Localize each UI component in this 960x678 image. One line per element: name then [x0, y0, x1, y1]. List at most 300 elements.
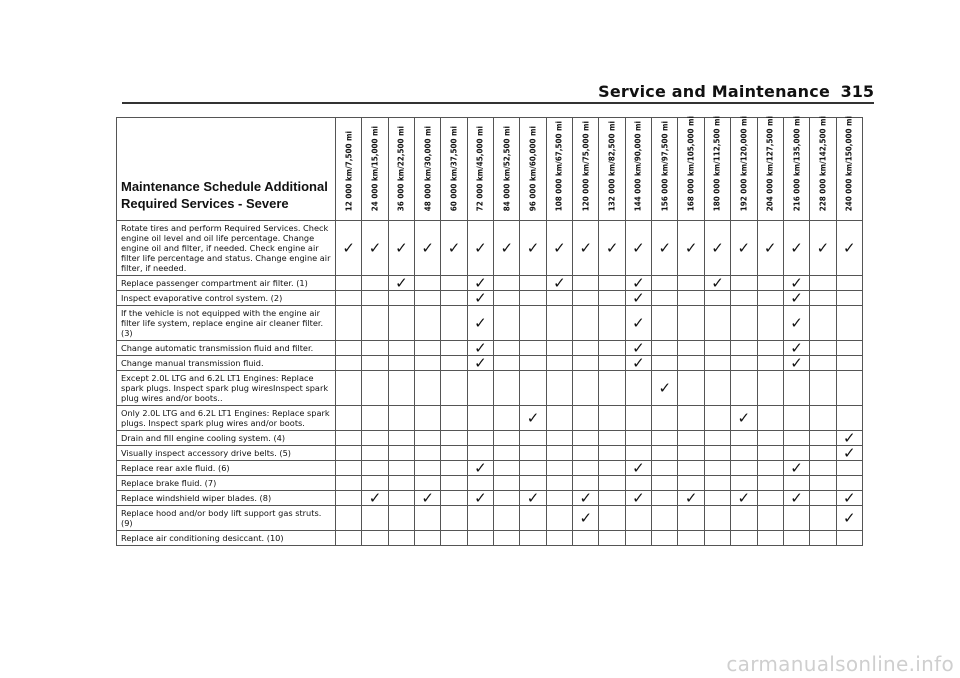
check-mark-cell: ✓ [467, 461, 493, 476]
empty-cell [599, 491, 625, 506]
empty-cell [336, 276, 362, 291]
empty-cell [678, 506, 704, 531]
empty-cell [546, 491, 572, 506]
empty-cell [494, 406, 520, 431]
empty-cell [836, 406, 862, 431]
empty-cell [546, 371, 572, 406]
table-row [117, 406, 863, 431]
empty-cell [336, 291, 362, 306]
check-mark-cell: ✓ [625, 221, 651, 276]
empty-cell [810, 356, 836, 371]
empty-cell [573, 371, 599, 406]
empty-cell [362, 276, 388, 291]
mileage-label: 228 000 km/142,500 mi [818, 115, 828, 211]
empty-cell [652, 491, 678, 506]
empty-cell [731, 531, 757, 546]
empty-cell [704, 341, 730, 356]
empty-cell [704, 406, 730, 431]
empty-cell [652, 291, 678, 306]
empty-cell [494, 531, 520, 546]
mileage-column-header [494, 118, 520, 221]
empty-cell [441, 356, 467, 371]
empty-cell [836, 371, 862, 406]
mileage-column-header [731, 115, 757, 221]
empty-cell [415, 531, 441, 546]
empty-cell [362, 431, 388, 446]
check-mark-cell: ✓ [573, 221, 599, 276]
service-description: Drain and fill engine cooling system. (4) [117, 431, 336, 446]
empty-cell [757, 431, 783, 446]
check-mark-cell: ✓ [625, 461, 651, 476]
table-row [117, 531, 863, 546]
empty-cell [336, 506, 362, 531]
check-mark-cell: ✓ [757, 221, 783, 276]
empty-cell [810, 406, 836, 431]
check-mark-cell: ✓ [362, 221, 388, 276]
check-mark-cell: ✓ [652, 371, 678, 406]
empty-cell [810, 341, 836, 356]
mileage-label: 108 000 km/67,500 mi [554, 120, 564, 211]
empty-cell [336, 461, 362, 476]
empty-cell [678, 306, 704, 341]
empty-cell [494, 291, 520, 306]
mileage-column-header [388, 118, 414, 221]
table-row [117, 506, 863, 531]
table-title-line2: Required Services - Severe [121, 196, 289, 211]
empty-cell [704, 306, 730, 341]
empty-cell [678, 291, 704, 306]
empty-cell [441, 406, 467, 431]
check-mark-cell: ✓ [415, 491, 441, 506]
service-description: Replace brake fluid. (7) [117, 476, 336, 491]
mileage-label: 180 000 km/112,500 mi [712, 115, 722, 211]
empty-cell [704, 356, 730, 371]
empty-cell [336, 406, 362, 431]
empty-cell [757, 531, 783, 546]
service-description: Rotate tires and perform Required Services. Check engine oil level and oil life percentage. Change engine oil and filter, if needed. Check engine air filter life percentage and status. Change engine air filter, if needed. [117, 221, 336, 276]
empty-cell [336, 356, 362, 371]
mileage-column-header [467, 118, 493, 221]
empty-cell [362, 356, 388, 371]
empty-cell [467, 371, 493, 406]
empty-cell [652, 341, 678, 356]
empty-cell [678, 531, 704, 546]
empty-cell [415, 446, 441, 461]
empty-cell [599, 446, 625, 461]
check-mark-cell: ✓ [467, 491, 493, 506]
check-mark-cell: ✓ [836, 431, 862, 446]
service-description: Replace rear axle fluid. (6) [117, 461, 336, 476]
check-mark-cell: ✓ [573, 491, 599, 506]
mileage-column-header [836, 115, 862, 221]
empty-cell [599, 531, 625, 546]
empty-cell [573, 306, 599, 341]
empty-cell [757, 291, 783, 306]
service-description: Inspect evaporative control system. (2) [117, 291, 336, 306]
empty-cell [810, 276, 836, 291]
empty-cell [441, 371, 467, 406]
empty-cell [810, 371, 836, 406]
empty-cell [599, 431, 625, 446]
empty-cell [546, 531, 572, 546]
check-mark-cell: ✓ [599, 221, 625, 276]
mileage-column-header [678, 115, 704, 221]
empty-cell [494, 371, 520, 406]
check-mark-cell: ✓ [467, 341, 493, 356]
empty-cell [757, 476, 783, 491]
check-mark-cell: ✓ [520, 406, 546, 431]
empty-cell [573, 291, 599, 306]
empty-cell [704, 476, 730, 491]
check-mark-cell: ✓ [783, 221, 809, 276]
empty-cell [494, 341, 520, 356]
mileage-label: 216 000 km/135,000 mi [792, 115, 802, 211]
empty-cell [678, 431, 704, 446]
empty-cell [441, 531, 467, 546]
empty-cell [704, 531, 730, 546]
empty-cell [336, 371, 362, 406]
empty-cell [494, 476, 520, 491]
empty-cell [731, 356, 757, 371]
empty-cell [652, 276, 678, 291]
empty-cell [520, 371, 546, 406]
empty-cell [441, 341, 467, 356]
empty-cell [810, 531, 836, 546]
service-description: If the vehicle is not equipped with the engine air filter life system, replace engine air cleaner filter. (3) [117, 306, 336, 341]
empty-cell [441, 491, 467, 506]
mileage-label: 168 000 km/105,000 mi [686, 115, 696, 211]
mileage-label: 240 000 km/150,000 mi [844, 115, 854, 211]
empty-cell [388, 431, 414, 446]
section-title: Service and Maintenance [598, 82, 830, 101]
mileage-label: 24 000 km/15,000 mi [370, 125, 380, 211]
check-mark-cell: ✓ [573, 506, 599, 531]
check-mark-cell: ✓ [783, 291, 809, 306]
empty-cell [415, 406, 441, 431]
mileage-label: 120 000 km/75,000 mi [581, 120, 591, 211]
empty-cell [494, 431, 520, 446]
mileage-column-header [625, 118, 651, 221]
check-mark-cell: ✓ [731, 491, 757, 506]
empty-cell [652, 446, 678, 461]
empty-cell [467, 431, 493, 446]
empty-cell [573, 431, 599, 446]
table-row [117, 431, 863, 446]
mileage-column-header [336, 118, 362, 221]
maintenance-schedule-table [116, 117, 863, 546]
check-mark-cell: ✓ [783, 341, 809, 356]
empty-cell [388, 306, 414, 341]
check-mark-cell: ✓ [336, 221, 362, 276]
empty-cell [546, 356, 572, 371]
check-mark-cell: ✓ [467, 276, 493, 291]
check-mark-cell: ✓ [625, 341, 651, 356]
empty-cell [757, 341, 783, 356]
empty-cell [599, 461, 625, 476]
empty-cell [336, 431, 362, 446]
check-mark-cell: ✓ [836, 446, 862, 461]
mileage-label: 132 000 km/82,500 mi [607, 120, 617, 211]
empty-cell [678, 446, 704, 461]
empty-cell [520, 506, 546, 531]
empty-cell [599, 476, 625, 491]
empty-cell [757, 276, 783, 291]
empty-cell [520, 446, 546, 461]
empty-cell [362, 371, 388, 406]
empty-cell [336, 491, 362, 506]
check-mark-cell: ✓ [388, 276, 414, 291]
empty-cell [336, 531, 362, 546]
empty-cell [757, 491, 783, 506]
empty-cell [388, 446, 414, 461]
empty-cell [652, 531, 678, 546]
empty-cell [520, 306, 546, 341]
empty-cell [573, 356, 599, 371]
empty-cell [783, 406, 809, 431]
service-description: Only 2.0L LTG and 6.2L LT1 Engines: Replace spark plugs. Inspect spark plug wires and/or boots. [117, 406, 336, 431]
empty-cell [757, 306, 783, 341]
empty-cell [678, 356, 704, 371]
check-mark-cell: ✓ [704, 276, 730, 291]
empty-cell [546, 406, 572, 431]
empty-cell [783, 431, 809, 446]
empty-cell [467, 406, 493, 431]
empty-cell [599, 306, 625, 341]
empty-cell [625, 531, 651, 546]
empty-cell [520, 291, 546, 306]
empty-cell [783, 371, 809, 406]
check-mark-cell: ✓ [625, 356, 651, 371]
mileage-label: 84 000 km/52,500 mi [502, 125, 512, 211]
empty-cell [546, 476, 572, 491]
empty-cell [388, 476, 414, 491]
page-header [0, 82, 874, 104]
empty-cell [757, 356, 783, 371]
empty-cell [599, 371, 625, 406]
empty-cell [494, 356, 520, 371]
empty-cell [520, 276, 546, 291]
empty-cell [441, 461, 467, 476]
empty-cell [415, 276, 441, 291]
table-row [117, 476, 863, 491]
empty-cell [388, 356, 414, 371]
empty-cell [810, 461, 836, 476]
check-mark-cell: ✓ [810, 221, 836, 276]
mileage-label: 192 000 km/120,000 mi [739, 115, 749, 211]
empty-cell [678, 461, 704, 476]
check-mark-cell: ✓ [783, 356, 809, 371]
empty-cell [441, 476, 467, 491]
check-mark-cell: ✓ [625, 291, 651, 306]
table-title-line1: Maintenance Schedule Additional [121, 179, 328, 194]
empty-cell [388, 291, 414, 306]
mileage-column-header [704, 115, 730, 221]
empty-cell [810, 446, 836, 461]
empty-cell [836, 306, 862, 341]
table-row [117, 291, 863, 306]
empty-cell [362, 406, 388, 431]
mileage-label: 60 000 km/37,500 mi [449, 125, 459, 211]
empty-cell [388, 531, 414, 546]
empty-cell [415, 291, 441, 306]
service-description: Visually inspect accessory drive belts. (5) [117, 446, 336, 461]
check-mark-cell: ✓ [467, 291, 493, 306]
empty-cell [678, 371, 704, 406]
page-number: 315 [840, 82, 874, 101]
empty-cell [783, 506, 809, 531]
table-row [117, 276, 863, 291]
empty-cell [652, 306, 678, 341]
empty-cell [731, 446, 757, 461]
empty-cell [836, 276, 862, 291]
empty-cell [652, 506, 678, 531]
empty-cell [573, 531, 599, 546]
mileage-label: 72 000 km/45,000 mi [475, 125, 485, 211]
empty-cell [388, 341, 414, 356]
empty-cell [388, 406, 414, 431]
empty-cell [836, 356, 862, 371]
empty-cell [520, 341, 546, 356]
empty-cell [546, 446, 572, 461]
empty-cell [704, 491, 730, 506]
check-mark-cell: ✓ [441, 221, 467, 276]
empty-cell [494, 461, 520, 476]
table-row [117, 461, 863, 476]
empty-cell [415, 341, 441, 356]
empty-cell [546, 506, 572, 531]
mileage-label: 48 000 km/30,000 mi [423, 125, 433, 211]
empty-cell [441, 431, 467, 446]
empty-cell [810, 431, 836, 446]
empty-cell [415, 356, 441, 371]
empty-cell [625, 431, 651, 446]
table-row [117, 341, 863, 356]
empty-cell [388, 506, 414, 531]
empty-cell [388, 371, 414, 406]
empty-cell [625, 371, 651, 406]
check-mark-cell: ✓ [836, 491, 862, 506]
check-mark-cell: ✓ [836, 221, 862, 276]
service-description: Change automatic transmission fluid and filter. [117, 341, 336, 356]
empty-cell [836, 461, 862, 476]
empty-cell [415, 306, 441, 341]
empty-cell [494, 506, 520, 531]
empty-cell [599, 406, 625, 431]
empty-cell [704, 461, 730, 476]
check-mark-cell: ✓ [625, 306, 651, 341]
empty-cell [836, 531, 862, 546]
check-mark-cell: ✓ [494, 221, 520, 276]
empty-cell [599, 276, 625, 291]
table-row [117, 356, 863, 371]
check-mark-cell: ✓ [388, 221, 414, 276]
empty-cell [362, 531, 388, 546]
empty-cell [678, 406, 704, 431]
empty-cell [494, 306, 520, 341]
empty-cell [783, 531, 809, 546]
check-mark-cell: ✓ [783, 491, 809, 506]
mileage-column-header [362, 118, 388, 221]
empty-cell [415, 431, 441, 446]
empty-cell [757, 371, 783, 406]
empty-cell [573, 461, 599, 476]
empty-cell [599, 291, 625, 306]
empty-cell [362, 341, 388, 356]
service-description: Replace hood and/or body lift support gas struts. (9) [117, 506, 336, 531]
check-mark-cell: ✓ [625, 276, 651, 291]
check-mark-cell: ✓ [652, 221, 678, 276]
check-mark-cell: ✓ [625, 491, 651, 506]
empty-cell [494, 491, 520, 506]
mileage-column-header [783, 115, 809, 221]
empty-cell [704, 371, 730, 406]
empty-cell [546, 306, 572, 341]
empty-cell [573, 406, 599, 431]
table-title [117, 118, 336, 221]
check-mark-cell: ✓ [783, 461, 809, 476]
empty-cell [336, 476, 362, 491]
empty-cell [731, 276, 757, 291]
empty-cell [441, 291, 467, 306]
empty-cell [573, 446, 599, 461]
check-mark-cell: ✓ [731, 221, 757, 276]
empty-cell [757, 506, 783, 531]
empty-cell [441, 506, 467, 531]
empty-cell [810, 306, 836, 341]
empty-cell [336, 306, 362, 341]
empty-cell [757, 406, 783, 431]
check-mark-cell: ✓ [678, 221, 704, 276]
empty-cell [599, 506, 625, 531]
empty-cell [625, 406, 651, 431]
table-row [117, 491, 863, 506]
empty-cell [546, 461, 572, 476]
empty-cell [415, 371, 441, 406]
empty-cell [652, 356, 678, 371]
check-mark-cell: ✓ [467, 221, 493, 276]
table-row [117, 446, 863, 461]
check-mark-cell: ✓ [546, 276, 572, 291]
empty-cell [678, 341, 704, 356]
check-mark-cell: ✓ [520, 221, 546, 276]
mileage-column-header [520, 118, 546, 221]
mileage-column-header [415, 118, 441, 221]
empty-cell [810, 506, 836, 531]
watermark: carmanualsonline.info [726, 652, 954, 676]
table-row [117, 306, 863, 341]
empty-cell [704, 506, 730, 531]
header-rule [122, 102, 874, 104]
check-mark-cell: ✓ [467, 306, 493, 341]
empty-cell [520, 431, 546, 446]
empty-cell [573, 341, 599, 356]
mileage-column-header [810, 115, 836, 221]
service-description: Replace air conditioning desiccant. (10) [117, 531, 336, 546]
empty-cell [625, 506, 651, 531]
empty-cell [336, 341, 362, 356]
empty-cell [336, 446, 362, 461]
empty-cell [520, 531, 546, 546]
empty-cell [599, 341, 625, 356]
empty-cell [546, 341, 572, 356]
mileage-column-header [573, 118, 599, 221]
empty-cell [599, 356, 625, 371]
empty-cell [388, 491, 414, 506]
empty-cell [546, 431, 572, 446]
mileage-label: 12 000 km/7,500 mi [344, 130, 354, 211]
empty-cell [731, 506, 757, 531]
service-description: Change manual transmission fluid. [117, 356, 336, 371]
